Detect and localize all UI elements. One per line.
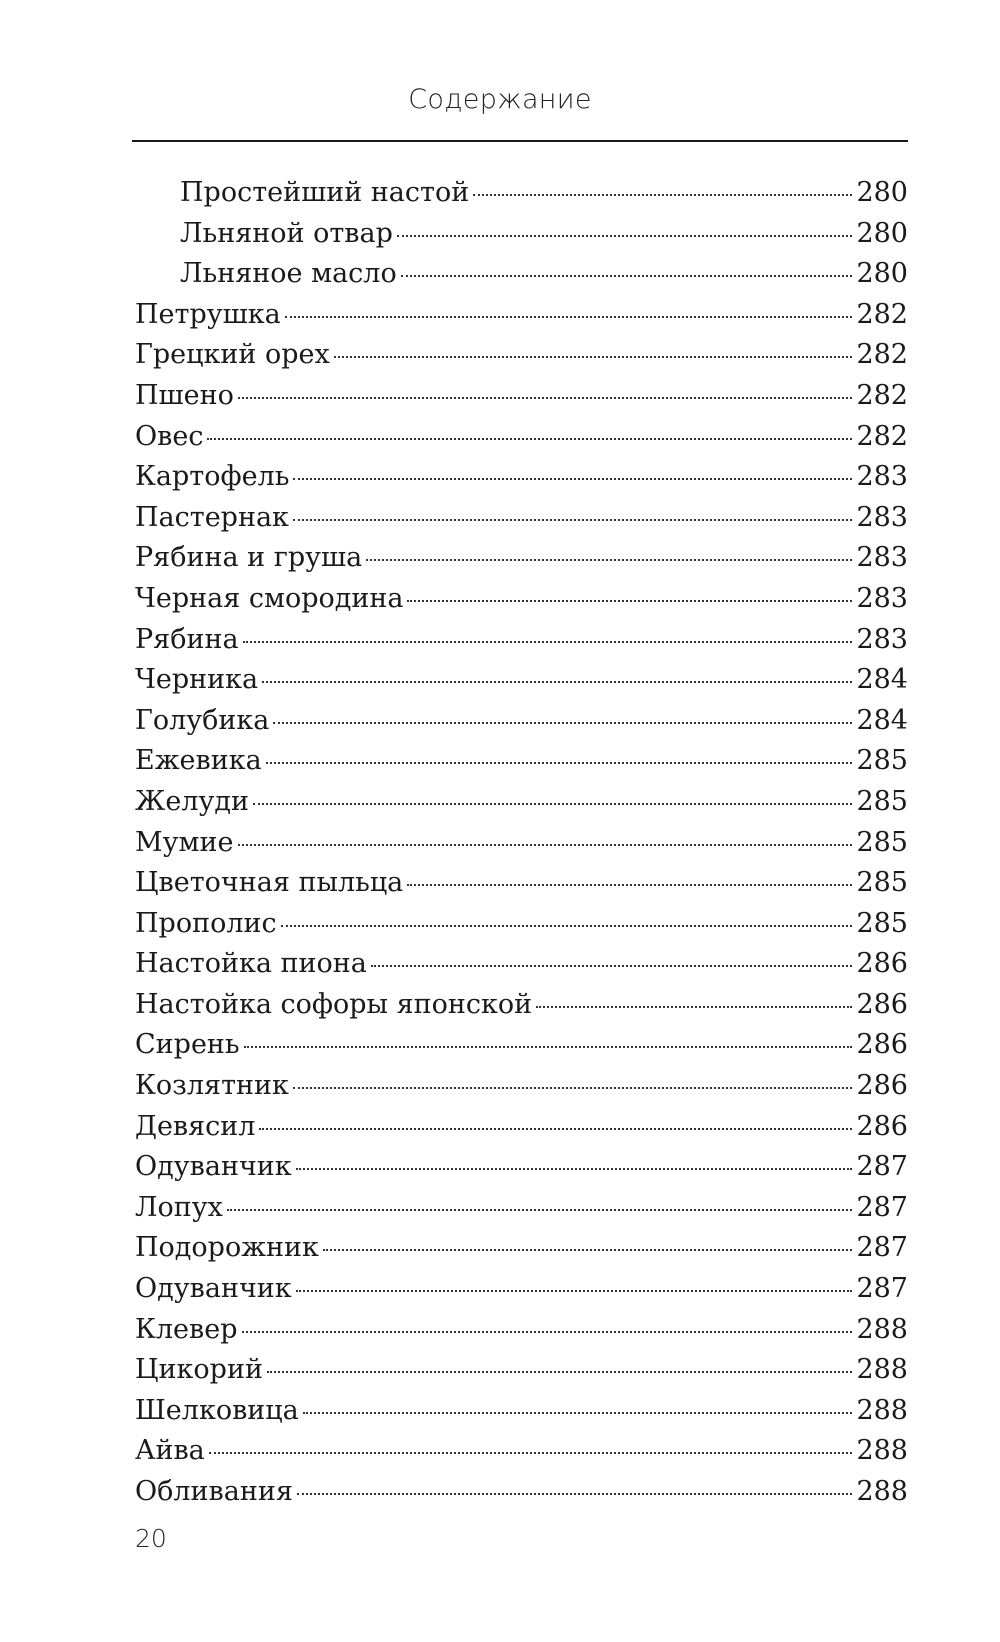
toc-entry (135, 417, 908, 458)
dot-leader (366, 559, 852, 561)
toc-entry-page: 283 (856, 542, 908, 574)
toc-entry-page: 288 (856, 1394, 908, 1426)
dot-leader (243, 641, 853, 643)
toc-entry (135, 254, 908, 295)
toc-entry-title: Девясил (135, 1110, 256, 1142)
toc-entry (135, 1188, 908, 1229)
toc-entry-page: 285 (856, 826, 908, 858)
toc-entry-page: 288 (856, 1313, 908, 1345)
toc-entry-title: Черника (135, 664, 259, 696)
toc-entry-title: Обливания (135, 1476, 293, 1507)
toc-entry-title: Рябина (135, 623, 239, 655)
toc-entry (135, 660, 908, 701)
toc-entry (135, 1025, 908, 1066)
dot-leader (296, 1168, 853, 1170)
toc-entry (135, 782, 908, 823)
toc-entry-title: Прополис (135, 907, 277, 939)
toc-entry-page: 285 (856, 785, 908, 817)
dot-leader (281, 925, 853, 927)
toc-entry (135, 904, 908, 945)
toc-entry (135, 498, 908, 539)
header-rule (132, 140, 908, 142)
dot-leader (323, 1249, 853, 1251)
toc-entry (135, 823, 908, 864)
dot-leader (303, 1412, 853, 1414)
toc-entry-title: Козлятник (135, 1070, 289, 1102)
dot-leader (293, 478, 852, 480)
toc-entry-title: Цветочная пыльца (135, 867, 404, 899)
toc-entry-page: 288 (856, 1435, 908, 1467)
dot-leader (285, 316, 853, 318)
toc-entry-page: 288 (856, 1476, 908, 1507)
dot-leader (397, 235, 853, 237)
toc-entry (135, 741, 908, 782)
dot-leader (536, 1006, 852, 1008)
toc-entry-page: 280 (856, 217, 908, 249)
toc-entry-title: Мумие (135, 826, 234, 858)
toc-entry-page: 283 (856, 623, 908, 655)
toc-entry-page: 287 (856, 1273, 908, 1305)
dot-leader (267, 1371, 853, 1373)
toc-entry (135, 1310, 908, 1351)
toc-entry-page: 286 (856, 988, 908, 1020)
dot-leader (238, 397, 853, 399)
toc-entry (135, 579, 908, 620)
toc-entry (135, 1350, 908, 1391)
toc-entry (135, 1066, 908, 1107)
dot-leader (262, 681, 852, 683)
toc-entry-title: Клевер (135, 1313, 238, 1345)
dot-leader (266, 762, 853, 764)
dot-leader (238, 844, 853, 846)
toc-entry-title: Подорожник (135, 1232, 319, 1264)
toc-entry-page: 287 (856, 1232, 908, 1264)
dot-leader (293, 1087, 853, 1089)
toc-entry-title: Одуванчик (135, 1273, 292, 1305)
toc-entry-page: 284 (856, 664, 908, 696)
toc-entry-title: Желуди (135, 785, 249, 817)
toc-entry-page: 283 (856, 501, 908, 533)
toc-entry-title: Настойка пиона (135, 948, 367, 980)
toc-entry (135, 863, 908, 904)
dot-leader (334, 356, 853, 358)
dot-leader (273, 722, 852, 724)
toc-entry-page: 286 (856, 948, 908, 980)
dot-leader (253, 803, 852, 805)
toc-entry (135, 701, 908, 742)
toc-entry-page: 282 (856, 379, 908, 411)
toc-entry-title: Цикорий (135, 1354, 263, 1386)
toc-entry-page: 287 (856, 1151, 908, 1183)
running-header-title: Содержание (408, 84, 592, 115)
toc-entry-title: Пастернак (135, 501, 289, 533)
toc-entry (135, 985, 908, 1026)
toc-entry-title: Пшено (135, 379, 234, 411)
toc-entry (135, 944, 908, 985)
toc-entry-title: Черная смородина (135, 582, 404, 614)
toc-entry-title: Ежевика (135, 745, 262, 777)
toc-entry (135, 214, 908, 255)
toc-entry (135, 173, 908, 214)
toc-entry-page: 285 (856, 745, 908, 777)
toc-entry-page: 284 (856, 704, 908, 736)
dot-leader (259, 1128, 852, 1130)
toc-entry (135, 538, 908, 579)
toc-entry (135, 335, 908, 376)
toc-entry (135, 295, 908, 336)
toc-entry-page: 280 (856, 258, 908, 290)
toc-entry-page: 283 (856, 461, 908, 493)
dot-leader (296, 1290, 853, 1292)
toc-entry-page: 285 (856, 907, 908, 939)
dot-leader (473, 194, 852, 196)
toc-entry-page: 285 (856, 867, 908, 899)
toc-entry-page: 282 (856, 339, 908, 371)
toc-entry-title: Одуванчик (135, 1151, 292, 1183)
toc-entry-page: 282 (856, 298, 908, 330)
dot-leader (209, 1452, 853, 1454)
toc-entry-title: Простейший настой (180, 177, 470, 208)
toc-entry-title: Льняное масло (180, 258, 397, 290)
toc-entry-page: 286 (856, 1029, 908, 1061)
toc-entry (135, 1147, 908, 1188)
dot-leader (407, 600, 852, 602)
toc-entry (135, 1228, 908, 1269)
toc-entry-title: Петрушка (135, 298, 281, 330)
dot-leader (401, 275, 853, 277)
dot-leader (207, 438, 852, 440)
toc-entry (135, 1472, 908, 1513)
dot-leader (244, 1046, 853, 1048)
toc-entry-page: 282 (856, 420, 908, 452)
toc-entry-page: 283 (856, 582, 908, 614)
toc-entry-title: Айва (135, 1435, 205, 1467)
toc-entry-title: Льняной отвар (180, 217, 393, 249)
toc-entry-title: Овес (135, 420, 204, 452)
table-of-contents (135, 173, 908, 1513)
toc-entry-title: Лопух (135, 1191, 223, 1223)
page-number: 20 (135, 1524, 167, 1553)
toc-entry (135, 1107, 908, 1148)
dot-leader (242, 1331, 853, 1333)
toc-entry (135, 376, 908, 417)
dot-leader (297, 1493, 853, 1495)
toc-entry-page: 280 (856, 177, 908, 208)
toc-entry (135, 1269, 908, 1310)
toc-entry-title: Сирень (135, 1029, 240, 1061)
toc-entry-title: Грецкий орех (135, 339, 330, 371)
dot-leader (227, 1209, 853, 1211)
toc-entry-title: Голубика (135, 704, 270, 736)
toc-entry (135, 1431, 908, 1472)
toc-entry-title: Настойка софоры японской (135, 988, 533, 1020)
toc-entry-title: Шелковица (135, 1394, 299, 1426)
toc-entry-title: Рябина и груша (135, 542, 363, 574)
toc-entry-page: 286 (856, 1110, 908, 1142)
toc-entry (135, 1391, 908, 1432)
dot-leader (407, 884, 852, 886)
toc-entry-page: 286 (856, 1070, 908, 1102)
dot-leader (293, 519, 853, 521)
toc-entry-title: Картофель (135, 461, 290, 493)
toc-entry (135, 457, 908, 498)
toc-entry (135, 620, 908, 661)
dot-leader (371, 965, 853, 967)
toc-entry-page: 288 (856, 1354, 908, 1386)
toc-entry-page: 287 (856, 1191, 908, 1223)
